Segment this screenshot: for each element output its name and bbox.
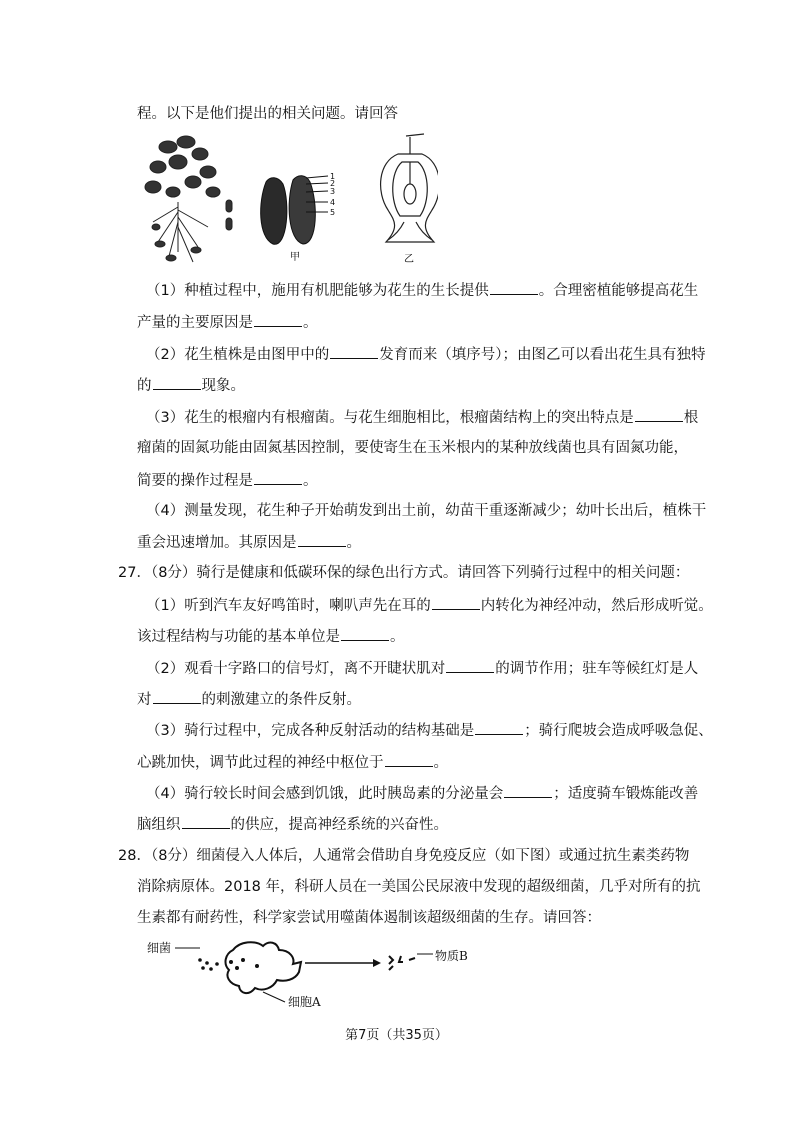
- q26-p2-line2: 的 现象。: [137, 375, 245, 396]
- q26-p2-line1: （2）花生植株是由图甲中的 发育而来（填序号）；由图乙可以看出花生具有独特: [146, 344, 705, 365]
- q28-line1: 28．（8分）细菌侵入人体后，人通常会借助自身免疫反应（如下图）或通过抗生素类药物: [118, 848, 690, 864]
- figure-jia-label: 甲: [290, 252, 300, 263]
- bacteria-dots: [198, 958, 219, 971]
- answer-blank[interactable]: [504, 783, 552, 798]
- figure-yi-label: 乙: [404, 254, 414, 265]
- peanut-figure: [138, 132, 438, 268]
- answer-blank[interactable]: [432, 595, 480, 610]
- answer-blank[interactable]: [475, 720, 523, 735]
- immune-response-figure: [145, 936, 505, 1008]
- peanut-seed-drawing: [261, 172, 335, 263]
- answer-blank[interactable]: [254, 312, 302, 327]
- q27-p4-line1: （4）骑行较长时间会感到饥饿，此时胰岛素的分泌量会 ；适度骑车锻炼能改善: [146, 783, 698, 804]
- answer-blank[interactable]: [385, 752, 433, 767]
- q26-p3-line2: 瘤菌的固氮功能由固氮基因控制，要使寄生在玉米根内的某种放线菌也具有固氮功能，: [137, 440, 688, 456]
- q27-heading: 27．（8分）骑行是健康和低碳环保的绿色出行方式。请回答下列骑行过程中的相关问题：: [118, 565, 690, 581]
- seed-label-5: 5: [330, 208, 336, 217]
- answer-blank[interactable]: [341, 626, 389, 641]
- q26-p1-line1: （1）种植过程中，施用有机肥能够为花生的生长提供 。合理密植能够提高花生: [146, 280, 698, 301]
- q26-p4-line1: （4）测量发现，花生种子开始萌发到出土前，幼苗干重逐渐减少；幼叶长出后，植株干: [146, 503, 707, 519]
- answer-blank[interactable]: [153, 689, 201, 704]
- answer-blank[interactable]: [254, 470, 302, 485]
- q28-line2: 消除病原体。2018 年，科研人员在一美国公民尿液中发现的超级细菌，几乎对所有的抗: [137, 879, 701, 895]
- q27-p3-line1: （3）骑行过程中，完成各种反射活动的结构基础是 ；骑行爬坡会造成呼吸急促、: [146, 720, 713, 741]
- seed-label-1: 1: [330, 172, 336, 181]
- page-footer: 第7页（共35页）: [345, 1028, 448, 1043]
- q26-p3-line1: （3）花生的根瘤内有根瘤菌。与花生细胞相比，根瘤菌结构上的突出特点是 根: [146, 407, 698, 428]
- cell-a-label: 细胞A: [288, 995, 321, 1008]
- seed-label-3: 3: [330, 187, 336, 196]
- q27-p1-line2: 该过程结构与功能的基本单位是 。: [137, 626, 405, 647]
- q28-line3: 生素都有耐药性，科学家尝试用噬菌体遏制该超级细菌的生存。请回答：: [137, 910, 601, 926]
- q27-p3-line2: 心跳加快，调节此过程的神经中枢位于 。: [137, 752, 448, 773]
- answer-blank[interactable]: [446, 658, 494, 673]
- seed-label-4: 4: [330, 198, 336, 207]
- answer-blank[interactable]: [635, 407, 683, 422]
- q27-p4-line2: 脑组织 的供应，提高神经系统的兴奋性。: [137, 814, 448, 835]
- q27-p1-line1: （1）听到汽车友好鸣笛时，喇叭声先在耳的 内转化为神经冲动，然后形成听觉。: [146, 595, 713, 616]
- answer-blank[interactable]: [490, 280, 538, 295]
- answer-blank[interactable]: [182, 814, 230, 829]
- q27-p2-line1: （2）观看十字路口的信号灯，离不开睫状肌对 的调节作用；驻车等候红灯是人: [146, 658, 698, 679]
- peanut-plant-drawing: [145, 136, 232, 262]
- answer-blank[interactable]: [330, 344, 378, 359]
- q26-p1-line2: 产量的主要原因是 。: [137, 312, 318, 333]
- peanut-flower-section-drawing: [381, 134, 438, 242]
- substance-b-shapes: [389, 956, 415, 970]
- q26-p4-line2: 重会迅速增加。其原因是 。: [137, 532, 361, 553]
- q26-p3-line3: 简要的操作过程是 。: [137, 470, 318, 491]
- q27-p2-line2: 对 的刺激建立的条件反射。: [137, 689, 361, 710]
- intro-line: 程。以下是他们提出的相关问题。请回答: [137, 106, 398, 122]
- seed-label-2: 2: [330, 179, 336, 188]
- answer-blank[interactable]: [298, 532, 346, 547]
- bacteria-label: 细菌: [147, 941, 172, 955]
- answer-blank[interactable]: [153, 375, 201, 390]
- substance-b-label: 物质B: [435, 949, 468, 963]
